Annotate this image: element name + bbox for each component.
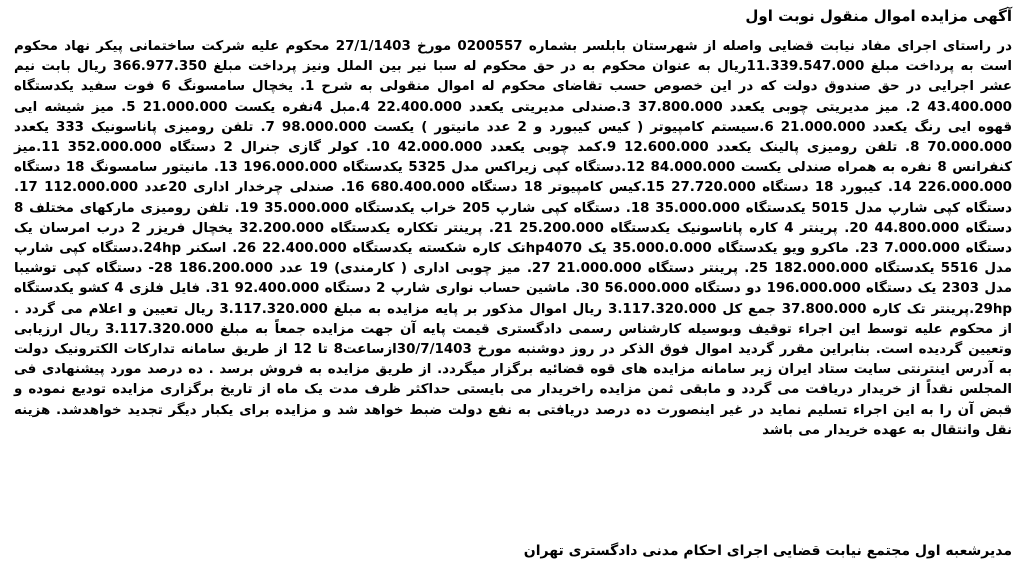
notice-title: آگهی مزایده اموال منقول نوبت اول xyxy=(745,7,1012,25)
notice-body: در راستای اجرای مفاد نیابت قضایی واصله از شهرستان بابلسر بشماره 0200557 مورخ 27/1/1403 محکوم علیه شرکت ساختمانی پیکر نهاد محکوم است به پرداخت مبلغ 11.339.547.000ریال به عنوان محکوم به در حق محکوم له سبا نیر بین الملل ونیز پرداخت مبلغ 366.977.350 ریال بابت نیم عشر اجرایی در حق صندوق دولت که در این خصوص حسب تقاضای محکوم له اموال منقولی به شرح 1. یخچال سامسونگ 6 فوت سفید یکدستگاه 43.400.000 2. میز مدیریتی چوبی یکعدد 37.800.000 3.صندلی مدیریتی یکعدد 22.400.000 4.مبل 4نفره یکست 21.000.000 5. میز شیشه ایی قهوه ایی رنگ یکعدد 21.000.000 6.سیستم کامپیوتر ( کیس کیبورد و 2 عدد مانیتور ) یکست 98.000.000 7. تلفن رومیزی پاناسونیک 333 یکعدد 70.000.000 8. تلفن رومیزی پالینک یکعدد 12.600.000 9.کمد چوبی یکعدد 42.000.000 10. کولر گازی جنرال 2 دستگاه 352.000.000 11.میز کنفرانس 8 نفره به همراه صندلی یکست 84.000.000 12.دستگاه کپی زیراکس مدل 5325 یکدستگاه 196.000.000 13. مانیتور سامسونگ 18 دستگاه 226.000.000 14. کیبورد 18 دستگاه 27.720.000 15.کیس کامپیوتر 18 دستگاه 680.400.000 16. صندلی چرخدار اداری 20عدد 112.000.000 17. دستگاه کپی شارپ مدل 5015 یکدستگاه 35.000.000 18. دستگاه کپی شارپ 205 خراب یکدستگاه 35.000.000 19. تلفن رومیزی مارکهای مختلف 8 دستگاه 44.800.000 20. پرینتر 4 کاره پاناسونیک یکدستگاه 25.200.000 21. پرینتر تککاره یکدستگاه 32.200.000 یخچال فریزر 2 درب امرسان یک دستگاه 7.000.000 23. ماکرو ویو یکدستگاه 35.000.0.000 یک hp4070تک کاره شکسته یکدستگاه 22.400.000 26. اسکنر 24hp.دستگاه کپی شارپ مدل 5516 یکدستگاه 182.000.000 25. پرینتر دستگاه 21.000.000 27. میز چوبی اداری ( کارمندی) 19 عدد 186.200.000 28- دستگاه کپی توشیبا مدل 2303 یک دستگاه 196.000.000 دو دستگاه 56.000.000 30. ماشین حساب نواری شارپ 2 دستگاه 92.400.000 31. فایل فلزی 4 کشو یکدستگاه 29hp.پرینتر تک کاره 37.800.000 جمع کل 3.117.320.000 ریال اموال مذکور بر پایه مزایده به مبلغ 3.117.320.000 ریال تعیین و اعلام می گردد . از محکوم علیه توسط این اجراء توقیف وبوسیله کارشناس رسمی دادگستری قیمت پایه آن جهت مزایده جمعاً به مبلغ 3.117.320.000 ریال ارزیابی وتعیین گردیده است. بنابراین مقرر گردید اموال فوق الذکر در روز دوشنبه مورخ 30/7/1403ازساعت8 تا 12 از طریق سامانه تدارکات الکترونیک دولت به آدرس اینترنتی سایت ستاد ایران زیر سامانه مزایده های قوه قضائیه برگزار میگردد. از طریق مزایده به فروش برسد . ده درصد مورد پیشنهادی فی المجلس نقداً از خریدار دریافت می گردد و مابقی ثمن مزایده راخریدار می بایستی حداکثر ظرف مدت یک ماه از تاریخ برگزاری مزایده تودیع نموده و قبض آن را به این اجراء تسلیم نماید در غیر اینصورت ده درصد دریافتی به نفع دولت ضبط خواهد شد و مزایده برای یکبار دیگر تجدید خواهدشد. هزینه نقل وانتقال به عهده خریدار می باشد xyxy=(14,39,1013,438)
notice-signature: مدیرشعبه اول مجتمع نیابت قضایی اجرای احکام مدنی دادگستری تهران xyxy=(523,543,1012,559)
